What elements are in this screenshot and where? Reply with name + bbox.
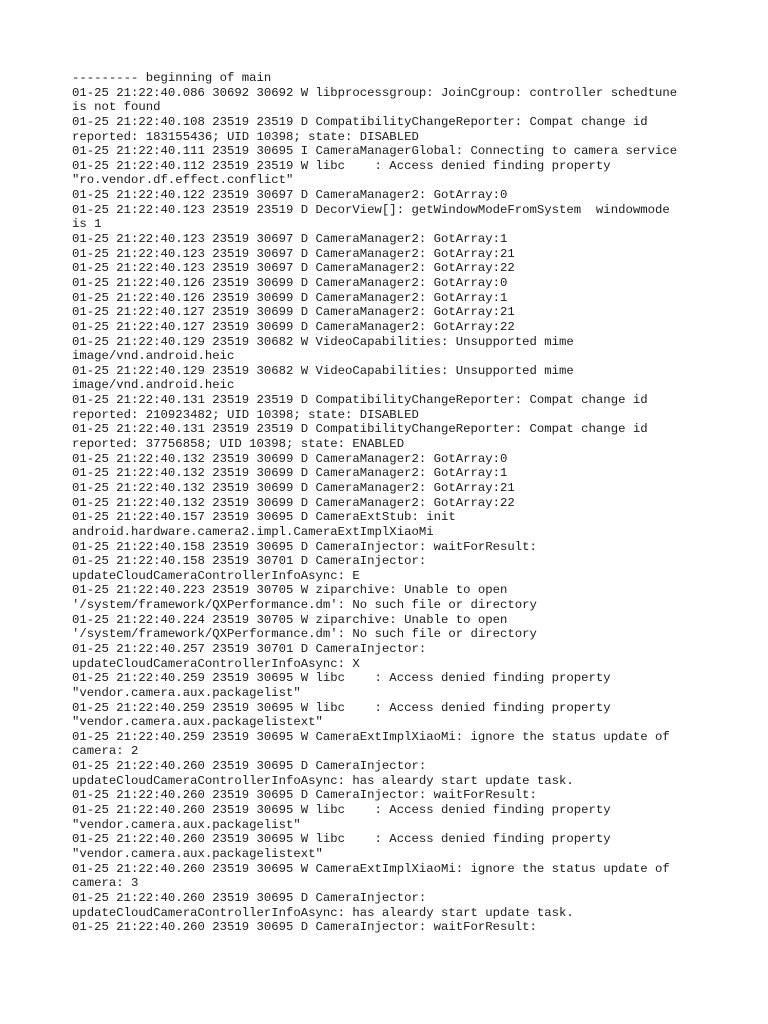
log-line: is 1: [72, 217, 102, 232]
log-line: 01-25 21:22:40.132 23519 30699 D CameraManager2: GotArray:1: [72, 466, 508, 481]
log-line: 01-25 21:22:40.131 23519 23519 D CompatibilityChangeReporter: Compat change id: [72, 422, 648, 437]
log-line: image/vnd.android.heic: [72, 349, 235, 364]
log-line: 01-25 21:22:40.129 23519 30682 W VideoCapabilities: Unsupported mime: [72, 363, 574, 378]
log-line: updateCloudCameraControllerInfoAsync: has aleardy start update task.: [72, 773, 574, 788]
log-line: 01-25 21:22:40.260 23519 30695 W libc : Access denied finding property: [72, 832, 611, 847]
log-line: 01-25 21:22:40.259 23519 30695 W libc : Access denied finding property: [72, 700, 611, 715]
log-line: 01-25 21:22:40.122 23519 30697 D CameraManager2: GotArray:0: [72, 188, 508, 203]
log-line: "vendor.camera.aux.packagelist": [72, 685, 301, 700]
log-line: 01-25 21:22:40.132 23519 30699 D CameraManager2: GotArray:21: [72, 480, 515, 495]
log-line: 01-25 21:22:40.257 23519 30701 D CameraInjector:: [72, 641, 427, 656]
log-line: 01-25 21:22:40.123 23519 23519 D DecorView[]: getWindowModeFromSystem windowmode: [72, 202, 670, 217]
log-line: reported: 37756858; UID 10398; state: ENABLED: [72, 437, 405, 452]
log-line: 01-25 21:22:40.260 23519 30695 D CameraInjector: waitForResult:: [72, 788, 537, 803]
log-line: 01-25 21:22:40.126 23519 30699 D CameraManager2: GotArray:1: [72, 290, 508, 305]
log-output: [72, 71, 700, 935]
log-line: 01-25 21:22:40.223 23519 30705 W ziparchive: Unable to open: [72, 583, 508, 598]
log-line: 01-25 21:22:40.123 23519 30697 D CameraManager2: GotArray:1: [72, 232, 508, 247]
log-line: 01-25 21:22:40.112 23519 23519 W libc : Access denied finding property: [72, 158, 611, 173]
log-line: 01-25 21:22:40.260 23519 30695 D CameraInjector:: [72, 890, 427, 905]
log-line: 01-25 21:22:40.111 23519 30695 I CameraManagerGlobal: Connecting to camera service: [72, 144, 678, 159]
log-line: 01-25 21:22:40.123 23519 30697 D CameraManager2: GotArray:22: [72, 261, 515, 276]
log-line: camera: 3: [72, 876, 139, 891]
log-line: 01-25 21:22:40.260 23519 30695 W libc : Access denied finding property: [72, 803, 611, 818]
log-line: 01-25 21:22:40.259 23519 30695 W CameraExtImplXiaoMi: ignore the status update of: [72, 729, 670, 744]
log-line: 01-25 21:22:40.259 23519 30695 W libc : Access denied finding property: [72, 671, 611, 686]
log-line: --------- beginning of main: [72, 71, 272, 85]
log-line: android.hardware.camera2.impl.CameraExtImplXiaoMi: [72, 524, 434, 539]
log-line: 01-25 21:22:40.260 23519 30695 D CameraInjector: waitForResult:: [72, 920, 537, 935]
log-line: 01-25 21:22:40.127 23519 30699 D CameraManager2: GotArray:22: [72, 319, 515, 334]
log-line: 01-25 21:22:40.127 23519 30699 D CameraManager2: GotArray:21: [72, 305, 515, 320]
log-line: updateCloudCameraControllerInfoAsync: E: [72, 568, 360, 583]
log-line: 01-25 21:22:40.123 23519 30697 D CameraManager2: GotArray:21: [72, 246, 515, 261]
log-line: 01-25 21:22:40.131 23519 23519 D CompatibilityChangeReporter: Compat change id: [72, 393, 648, 408]
log-line: reported: 183155436; UID 10398; state: DISABLED: [72, 129, 419, 144]
log-line: 01-25 21:22:40.158 23519 30695 D CameraInjector: waitForResult:: [72, 539, 537, 554]
log-line: "vendor.camera.aux.packagelist": [72, 817, 301, 832]
log-line: "vendor.camera.aux.packagelistext": [72, 715, 323, 730]
log-line: '/system/framework/QXPerformance.dm': No such file or directory: [72, 598, 537, 613]
log-line: image/vnd.android.heic: [72, 378, 235, 393]
log-line: 01-25 21:22:40.132 23519 30699 D CameraManager2: GotArray:0: [72, 451, 508, 466]
log-line: 01-25 21:22:40.086 30692 30692 W libprocessgroup: JoinCgroup: controller schedtune: [72, 85, 678, 100]
log-line: "ro.vendor.df.effect.conflict": [72, 173, 294, 188]
log-line: 01-25 21:22:40.132 23519 30699 D CameraManager2: GotArray:22: [72, 495, 515, 510]
log-line: 01-25 21:22:40.260 23519 30695 W CameraExtImplXiaoMi: ignore the status update of: [72, 861, 670, 876]
log-line: 01-25 21:22:40.108 23519 23519 D CompatibilityChangeReporter: Compat change id: [72, 114, 648, 129]
log-line: reported: 210923482; UID 10398; state: DISABLED: [72, 407, 419, 422]
log-line: 01-25 21:22:40.224 23519 30705 W ziparchive: Unable to open: [72, 612, 508, 627]
log-line: "vendor.camera.aux.packagelistext": [72, 846, 323, 861]
log-line: '/system/framework/QXPerformance.dm': No such file or directory: [72, 627, 537, 642]
log-line: 01-25 21:22:40.129 23519 30682 W VideoCapabilities: Unsupported mime: [72, 334, 574, 349]
log-line: 01-25 21:22:40.260 23519 30695 D CameraInjector:: [72, 759, 427, 774]
log-line: updateCloudCameraControllerInfoAsync: has aleardy start update task.: [72, 905, 574, 920]
log-line: 01-25 21:22:40.158 23519 30701 D CameraInjector:: [72, 554, 427, 569]
log-line: camera: 2: [72, 744, 139, 759]
log-line: 01-25 21:22:40.157 23519 30695 D CameraExtStub: init: [72, 510, 456, 525]
log-line: updateCloudCameraControllerInfoAsync: X: [72, 656, 360, 671]
log-line: is not found: [72, 100, 161, 115]
log-line: 01-25 21:22:40.126 23519 30699 D CameraManager2: GotArray:0: [72, 275, 508, 290]
